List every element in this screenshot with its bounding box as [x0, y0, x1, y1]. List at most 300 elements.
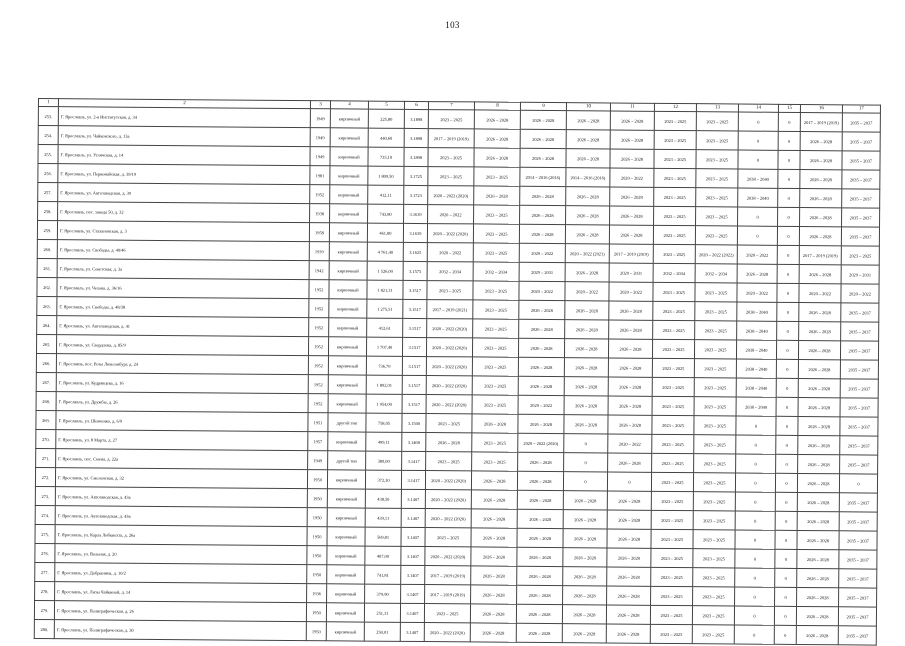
table-cell: 389,00	[366, 451, 402, 470]
table-cell: 2026 – 2028	[566, 187, 610, 206]
table-cell: кирпичный	[327, 546, 365, 565]
table-cell: 2026 – 2028	[608, 377, 652, 396]
table-cell: 272.	[35, 467, 55, 486]
table-cell: Г. Ярославль, ул. Смоленская, д. 32	[55, 468, 307, 489]
table-cell: 2026 – 2028	[471, 528, 517, 547]
table-cell: 3.1517	[403, 318, 427, 337]
table-cell: 261.	[37, 258, 57, 277]
table-cell: 2035 – 2037	[842, 132, 880, 151]
table-cell: 2023 – 2025	[651, 472, 693, 491]
table-cell: 2026 – 2028	[799, 302, 841, 321]
table-cell: 2023 – 2025	[654, 206, 696, 225]
table-cell: 258.	[38, 202, 58, 221]
table-cell: 2017 – 2019 (2019)	[799, 245, 841, 264]
table-cell: 0	[776, 359, 798, 378]
table-cell: Г. Ярославль, ул. Автозаводская, д. 39	[58, 183, 310, 204]
table-cell: 2026 – 2028	[518, 414, 564, 433]
table-cell: 2023 – 2025	[693, 473, 735, 492]
table-cell: 2023 – 2025	[693, 549, 735, 568]
table-cell: Г. Ярославль, пос. Розы Люксембург, д. 24	[56, 354, 308, 375]
table-cell: 0	[775, 568, 797, 587]
table-cell: 2020 – 2022 (2020)	[428, 186, 474, 205]
table-cell: 2026 – 2028	[474, 148, 520, 167]
table-cell: Г. Ярославль, ул. Чайковского, д. 13а	[58, 126, 310, 147]
table-cell: Г. Ярославль, ул. Стахановская, д. 3	[57, 221, 309, 242]
table-cell: 274.	[35, 505, 55, 524]
table-cell: 2020 – 2022 (2020)	[427, 224, 473, 243]
table-cell: 2020 – 2022 (2020)	[425, 509, 471, 528]
table-cell: 2023 – 2025	[474, 205, 520, 224]
table-cell: 2023 – 2025	[696, 188, 738, 207]
table-cell: 2026 – 2028	[797, 549, 839, 568]
table-cell: 4 761,40	[367, 242, 403, 261]
table-cell: 3.1407	[401, 527, 425, 546]
table-cell: 250,01	[364, 622, 400, 641]
table-cell: 2026 – 2028	[471, 471, 517, 490]
table-cell: кирпичный	[328, 356, 366, 375]
table-cell: 2026 – 2028	[518, 376, 564, 395]
table-cell: 0	[738, 207, 778, 226]
table-cell: 0	[778, 150, 800, 169]
table-cell: 2023 – 2025	[654, 130, 696, 149]
column-header: 5	[368, 101, 404, 109]
table-cell: 2026 – 2028	[796, 625, 838, 644]
table-cell: 2026 – 2028	[565, 263, 609, 282]
table-cell: 269.	[36, 410, 56, 429]
table-cell: 0	[778, 112, 800, 131]
table-cell: 1952	[308, 394, 328, 413]
table-cell: 2035 – 2037	[840, 455, 878, 474]
table-cell: 2020 – 2022 (2020)	[424, 623, 470, 642]
table-cell: кирпичный	[327, 527, 365, 546]
table-cell: кирпичный	[328, 375, 366, 394]
table-cell: 2026 – 2028	[517, 547, 563, 566]
table-cell: 2023 – 2025	[652, 358, 694, 377]
table-cell: 2026 – 2028	[607, 529, 651, 548]
table-cell: 3.1500	[402, 413, 426, 432]
table-cell: 1949	[310, 128, 330, 147]
table-cell: 2026 – 2028	[426, 433, 472, 452]
table-cell: 0	[736, 435, 776, 454]
table-cell: 2014 – 2016 (2016)	[520, 167, 566, 186]
table-cell: 2023 – 2025	[654, 187, 696, 206]
table-cell: 3.1407	[401, 565, 425, 584]
table-cell: 1949	[310, 147, 330, 166]
table-cell: 1 526,00	[367, 261, 403, 280]
table-cell: кирпичный	[327, 565, 365, 584]
table-cell: 3.1417	[401, 470, 425, 489]
table-cell: 0	[778, 207, 800, 226]
table-cell: 265.	[36, 334, 56, 353]
table-cell: 1952	[309, 280, 329, 299]
table-cell: 2026 – 2028	[800, 169, 842, 188]
table-cell: 2023 – 2025	[696, 131, 738, 150]
table-cell: 372,30	[365, 470, 401, 489]
table-cell: 2026 – 2028	[516, 623, 562, 642]
column-header: 13	[696, 104, 738, 112]
table-cell: 2026 – 2028	[799, 264, 841, 283]
table-cell: 2023 – 2025	[472, 452, 518, 471]
table-cell: 0	[738, 112, 778, 131]
table-cell: 2035 – 2037	[839, 550, 877, 569]
table-cell: 2026 – 2028	[472, 414, 518, 433]
table-cell: 2023 – 2025	[651, 586, 693, 605]
table-cell: 2023 – 2025	[654, 111, 696, 130]
table-cell: 2017 – 2019 (2019)	[428, 129, 474, 148]
table-cell: 2026 – 2028	[800, 188, 842, 207]
table-cell: 2026 – 2028	[517, 509, 563, 528]
table-cell: 225,80	[368, 109, 404, 128]
table-cell: 3.1898	[404, 128, 428, 147]
table-cell: 461,80	[367, 223, 403, 242]
table-cell: 0	[735, 473, 775, 492]
table-cell: 2020 – 2022	[428, 205, 474, 224]
table-cell: 2026 – 2028	[608, 415, 652, 434]
table-cell: 3.1575	[403, 261, 427, 280]
table-cell: 2023 – 2025	[654, 168, 696, 187]
table-cell: 2038 – 2040	[736, 397, 776, 416]
table-cell: 278.	[35, 581, 55, 600]
table-cell: Г. Ярославль, ул. Вольная, д. 20	[55, 544, 307, 565]
table-cell: 2026 – 2028	[608, 358, 652, 377]
table-cell: 1952	[308, 337, 328, 356]
table-cell: кирпичный	[330, 128, 368, 147]
table-cell: 0	[734, 606, 774, 625]
table-cell: Г. Ярославль, ул. Карла Либкнехта, д. 26а	[55, 525, 307, 546]
table-cell: 2026 – 2028	[609, 225, 653, 244]
table-cell: 0	[775, 549, 797, 568]
column-header: 15	[778, 104, 800, 112]
table-cell: 3.1407	[401, 584, 425, 603]
table-cell: 0	[775, 587, 797, 606]
table-cell: 2023 – 2025	[473, 281, 519, 300]
table-cell: 1951	[308, 413, 328, 432]
table-cell: 2026 – 2028	[797, 492, 839, 511]
table-cell: 2026 – 2028	[471, 547, 517, 566]
table-cell: кирпичный	[327, 470, 365, 489]
table-cell: 3.1517	[403, 280, 427, 299]
table-cell: 2017 – 2019 (2019)	[800, 112, 842, 131]
table-cell: 2023 – 2025	[473, 319, 519, 338]
column-header: 10	[566, 103, 610, 111]
table-cell: 2035 – 2037	[839, 512, 877, 531]
table-cell: 266.	[36, 353, 56, 372]
table-cell: 2026 – 2028	[518, 357, 564, 376]
table-cell: 2026 – 2028	[520, 110, 566, 129]
table-cell: 1 809,50	[368, 166, 404, 185]
table-cell: 2017 – 2019 (2019)	[425, 566, 471, 585]
table-cell: 2026 – 2028	[608, 453, 652, 472]
table-cell: 0	[738, 150, 778, 169]
table-cell: 2020 – 2022 (2021)	[565, 244, 609, 263]
table-cell: 2035 – 2037	[842, 151, 880, 170]
table-cell: 2020 – 2022	[519, 281, 565, 300]
table-cell: 2026 – 2028	[519, 224, 565, 243]
table-cell: 2023 – 2025	[693, 492, 735, 511]
table-cell: 1952	[310, 185, 330, 204]
table-cell: 1 275,51	[367, 299, 403, 318]
table-cell: 2026 – 2028	[800, 150, 842, 169]
table-cell: 2026 – 2028	[474, 186, 520, 205]
table-cell: Г. Ярославль, ул. Свободы, д. 48/38	[57, 297, 309, 318]
table-cell: 0	[607, 472, 651, 491]
table-cell: 0	[736, 416, 776, 435]
column-header: 9	[520, 102, 566, 110]
table-cell: 2026 – 2028	[564, 415, 608, 434]
table-cell: 2038 – 2040	[737, 302, 777, 321]
table-cell: 0	[778, 131, 800, 150]
table-cell: 0	[735, 549, 775, 568]
table-cell: 0	[778, 169, 800, 188]
table-cell: 2026 – 2028	[471, 490, 517, 509]
table-cell: 1950	[307, 565, 327, 584]
table-cell: 2020 – 2022	[609, 282, 653, 301]
table-cell: 2026 – 2028	[737, 264, 777, 283]
table-cell: 2026 – 2028	[609, 301, 653, 320]
table-cell: 2026 – 2028	[474, 129, 520, 148]
table-cell: 2023 – 2025	[473, 300, 519, 319]
column-header: 8	[474, 102, 520, 110]
table-cell: 2035 – 2037	[838, 607, 876, 626]
table-cell: 1 707,40	[366, 337, 402, 356]
table-cell: Г. Ярославль, ул. Свердлова, д. 85/9	[56, 335, 308, 356]
table-cell: 0	[735, 492, 775, 511]
column-header: 6	[404, 101, 428, 109]
column-header: 2	[58, 99, 310, 109]
table-body	[34, 107, 880, 646]
table-cell: 2023 – 2025	[652, 377, 694, 396]
table-cell: 0	[774, 625, 796, 644]
table-cell: 2020 – 2022	[841, 284, 879, 303]
table-cell: 2020 – 2022	[565, 282, 609, 301]
table-cell: 2026 – 2028	[564, 358, 608, 377]
table-cell: 2020 – 2022	[519, 243, 565, 262]
table-cell: 2020 – 2022 (2020)	[426, 395, 472, 414]
table-cell: 0	[737, 226, 777, 245]
table-cell: 2026 – 2028	[566, 111, 610, 130]
table-cell: Г. Ярославль, ул. 2-я Институтская, д. 34	[58, 107, 310, 128]
table-cell: Г. Ярославль, ул. Чехова, д. 36/16	[57, 278, 309, 299]
table-cell: 741,81	[365, 565, 401, 584]
table-cell: 2026 – 2028	[562, 605, 606, 624]
table-cell: 2026 – 2028	[798, 359, 840, 378]
table-cell: 255.	[38, 145, 58, 164]
table-cell: 412,11	[368, 185, 404, 204]
table-cell: 2029 – 2031	[609, 263, 653, 282]
table-cell: 2023 – 2025	[651, 529, 693, 548]
table-cell: 3.1407	[401, 489, 425, 508]
table-cell: 2026 – 2028	[798, 378, 840, 397]
table-cell: 1952	[309, 318, 329, 337]
table-cell: 253.	[38, 107, 58, 126]
column-header: 14	[738, 104, 778, 112]
table-cell: кирпичный	[329, 261, 367, 280]
column-header: 1	[38, 99, 58, 107]
table-cell: 2026 – 2028	[563, 491, 607, 510]
table-cell: 3.1723	[404, 185, 428, 204]
table-cell: 2035 – 2037	[842, 113, 880, 132]
table-cell: 2035 – 2037	[839, 569, 877, 588]
table-cell: 2026 – 2028	[608, 396, 652, 415]
table-cell: 2023 – 2025	[472, 395, 518, 414]
table-cell: 2023 – 2025	[694, 378, 736, 397]
table-cell: 2023 – 2025	[424, 604, 470, 623]
table-cell: 2020 – 2022 (2020)	[427, 319, 473, 338]
table-cell: 412,61	[367, 318, 403, 337]
table-cell: Г. Ярославль, ул. Автозаводская, д. 41	[57, 316, 309, 337]
table-cell: 2035 – 2037	[841, 227, 879, 246]
table-cell: 0	[775, 511, 797, 530]
table-cell: 2026 – 2028	[610, 130, 654, 149]
table-cell: 3.1417	[402, 451, 426, 470]
table-cell: 2026 – 2028	[517, 585, 563, 604]
table-cell: 0	[738, 131, 778, 150]
table-cell: 2023 – 2025	[695, 302, 737, 321]
column-header: 16	[800, 104, 842, 112]
table-cell: 257.	[38, 183, 58, 202]
table-cell: 2020 – 2022 (2020)	[426, 357, 472, 376]
table-cell: 3.1517	[402, 356, 426, 375]
column-header: 7	[428, 102, 474, 110]
table-cell: 2020 – 2022	[518, 395, 564, 414]
table-cell: 2038 – 2040	[736, 359, 776, 378]
table-cell: 1950	[307, 470, 327, 489]
table-cell: 2020 – 2022 (2020)	[426, 376, 472, 395]
table-cell: 3.1517	[402, 394, 426, 413]
table-cell: 2014 – 2016 (2016)	[566, 168, 610, 187]
table-cell: другой тип	[328, 413, 366, 432]
table-cell: 2026 – 2028	[608, 339, 652, 358]
table-cell: 2026 – 2028	[563, 548, 607, 567]
table-cell: 2026 – 2028	[606, 605, 650, 624]
table-cell: 2017 – 2019 (2019)	[609, 244, 653, 263]
table-cell: 254.	[38, 126, 58, 145]
table-cell: 2035 – 2037	[840, 360, 878, 379]
table-cell: 2035 – 2037	[840, 417, 878, 436]
table-cell: 2026 – 2028	[565, 320, 609, 339]
table-cell: 3.1407	[401, 546, 425, 565]
table-cell: 438,50	[365, 489, 401, 508]
table-cell: кирпичный	[327, 584, 365, 603]
table-cell: 2023 – 2025	[650, 624, 692, 643]
table-cell: 0	[734, 625, 774, 644]
table-cell: 3.1898	[404, 147, 428, 166]
table-cell: Г. Ярославль, ул. Автозаводская, д. 43а	[55, 487, 307, 508]
table-cell: 2026 – 2028	[797, 473, 839, 492]
table-cell: 0	[564, 453, 608, 472]
table-cell: Г. Ярославль, ул. Автозаводская, д. 43в	[55, 506, 307, 527]
table-cell: кирпичный	[329, 318, 367, 337]
table-cell: 2026 – 2028	[566, 206, 610, 225]
table-cell: 2023 – 2025	[696, 169, 738, 188]
table-cell: 735,10	[368, 147, 404, 166]
table-cell: 3.1407	[400, 622, 424, 641]
table-cell: кирпичный	[330, 147, 368, 166]
table-cell: 3.1517	[402, 337, 426, 356]
table-cell: 2026 – 2028	[517, 490, 563, 509]
table-cell: 1952	[309, 299, 329, 318]
table-cell: 3.1639	[403, 223, 427, 242]
table-cell: 2023 – 2025	[654, 149, 696, 168]
table-cell: 2026 – 2028	[799, 226, 841, 245]
table-cell: 2023 – 2025	[472, 357, 518, 376]
table-cell: 0	[774, 606, 796, 625]
table-cell: 2026 – 2028	[566, 130, 610, 149]
table-cell: 2023 – 2025	[651, 491, 693, 510]
table-cell: 2026 – 2028	[470, 604, 516, 623]
table-cell: 2023 – 2025	[651, 567, 693, 586]
table-cell: 2026 – 2028	[474, 110, 520, 129]
table-cell: кирпичный	[329, 280, 367, 299]
table-cell: 2026 – 2028	[607, 586, 651, 605]
table-cell: 0	[776, 435, 798, 454]
table-cell: 0	[735, 530, 775, 549]
table-cell: 407,00	[365, 546, 401, 565]
table-cell: 2038 – 2040	[736, 340, 776, 359]
table-cell: 2026 – 2028	[517, 528, 563, 547]
table-cell: кирпичный	[330, 204, 368, 223]
table-cell: 2020 – 2022 (2020)	[425, 547, 471, 566]
table-cell: 2020 – 2022	[737, 245, 777, 264]
table-cell: 275.	[35, 524, 55, 543]
table-cell: 280.	[34, 619, 54, 638]
table-cell: 3.1517	[403, 299, 427, 318]
table-cell: 2023 – 2025	[653, 225, 695, 244]
table-cell: 3.1407	[400, 603, 424, 622]
register-table	[34, 98, 881, 646]
column-header: 17	[842, 105, 880, 113]
table-cell: 2026 – 2028	[518, 452, 564, 471]
table-cell: 273.	[35, 486, 55, 505]
table-cell: 2035 – 2037	[842, 170, 880, 189]
table-cell: 0	[775, 492, 797, 511]
table-cell: 1939	[309, 242, 329, 261]
table-cell: 2026 – 2028	[470, 623, 516, 642]
table-cell: 2026 – 2028	[797, 587, 839, 606]
table-cell: 2026 – 2028	[607, 491, 651, 510]
table-cell: 2026 – 2028	[517, 566, 563, 585]
table-cell: 1957	[308, 432, 328, 451]
table-cell: 2023 – 2025	[695, 283, 737, 302]
table-cell: 2032 – 2034	[695, 264, 737, 283]
table-cell: кирпичный	[330, 185, 368, 204]
table-cell: 1949	[310, 109, 330, 128]
table-cell: 1950	[307, 489, 327, 508]
table-cell: 0	[777, 283, 799, 302]
table-cell: 2026 – 2028	[563, 529, 607, 548]
table-cell: 2023 – 2025	[428, 148, 474, 167]
table-cell: 2023 – 2025	[472, 433, 518, 452]
table-cell: 2026 – 2028	[609, 320, 653, 339]
table-cell: 2026 – 2028	[564, 339, 608, 358]
table-cell: 2023 – 2025	[653, 244, 695, 263]
table-cell: 439,11	[365, 508, 401, 527]
table-cell: 3.1517	[402, 375, 426, 394]
table-cell: 2026 – 2028	[519, 319, 565, 338]
table-cell: Г. Ярославль, ул. Добрынина, д. 10/2	[55, 563, 307, 584]
table-cell: Г. Ярославль, ул. Кудрявцева, д. 16	[56, 373, 308, 394]
table-cell: 2026 – 2028	[564, 396, 608, 415]
table-cell: 0	[735, 568, 775, 587]
table-cell: 3.1639	[404, 204, 428, 223]
table-cell: 3.1468	[402, 432, 426, 451]
table-cell: 569,81	[365, 527, 401, 546]
table-cell: Г. Ярославль, пос. завода 50, д. 32	[58, 202, 310, 223]
table-cell: 3.1898	[404, 109, 428, 128]
table-cell: 499,11	[366, 432, 402, 451]
table-cell: 0	[775, 473, 797, 492]
table-cell: 2035 – 2037	[839, 588, 877, 607]
